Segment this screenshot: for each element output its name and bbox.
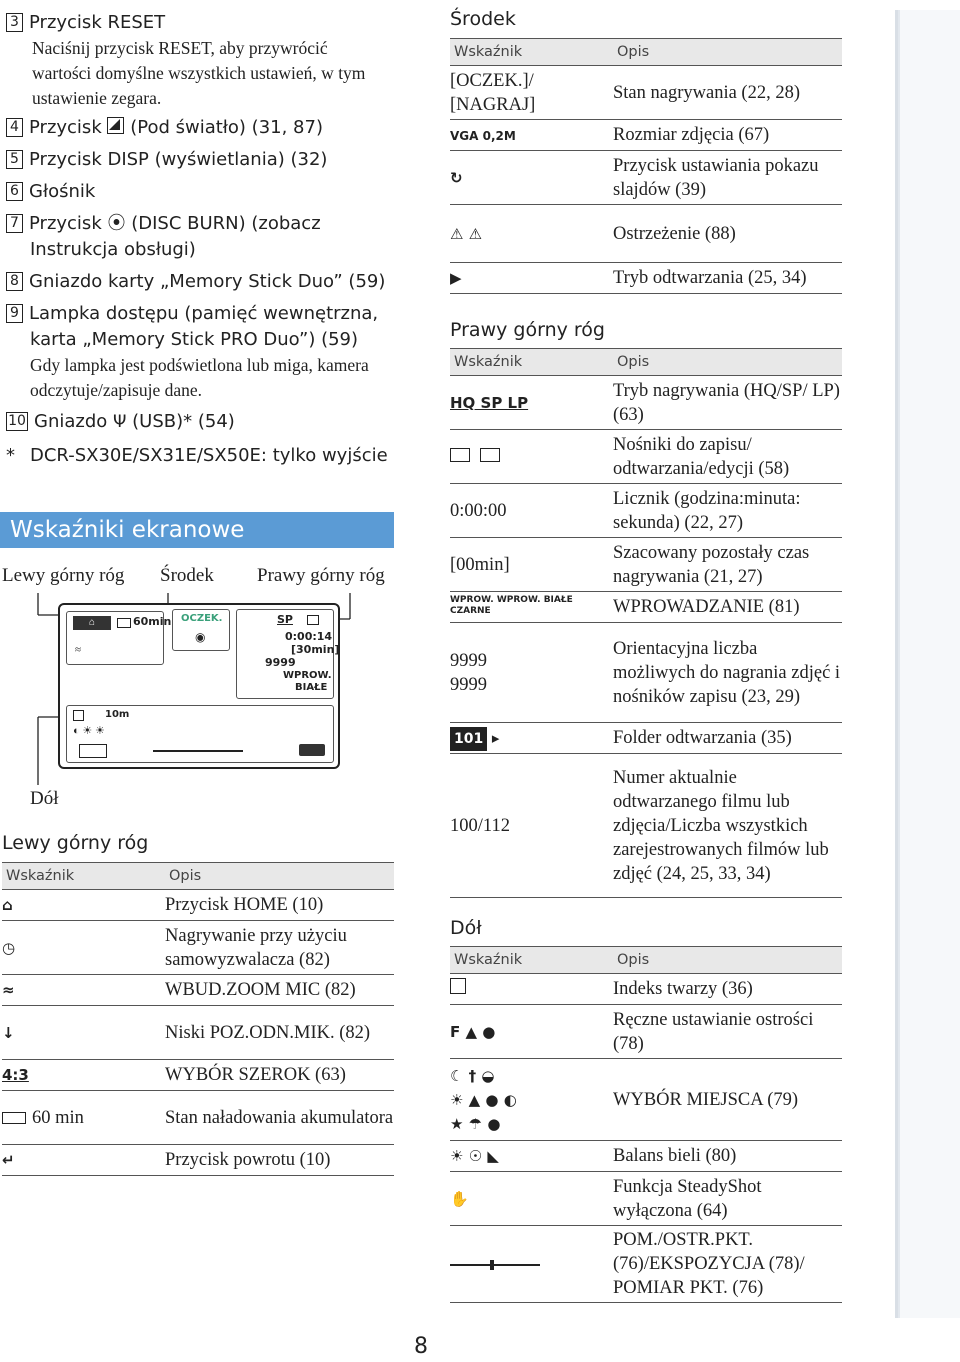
backlight-icon: [107, 117, 124, 134]
screen-bottom-box: 10m ◐ ☀ ☀: [66, 705, 334, 763]
play-button-icon: [79, 744, 107, 758]
list-item: 4 Przycisk (Pod światło) (31, 87): [6, 115, 396, 141]
table-row: HQ SP LP Tryb nagrywania (HQ/SP/ LP) (63): [450, 376, 842, 430]
warning-icon: ⚠ ⚠: [450, 224, 483, 243]
right-top-table: [450, 348, 842, 898]
self-timer-icon: ◷: [2, 938, 16, 957]
photo-count-icon: 9999 9999: [450, 650, 487, 695]
usb-icon: Ψ: [113, 412, 127, 432]
section-title: Wskaźniki ekranowe: [0, 512, 394, 548]
table-row: ↵ Przycisk powrotu (10): [2, 1145, 394, 1176]
center-title: Środek: [450, 8, 516, 30]
screen-left-box: ⌂ 60min ≈: [66, 611, 164, 665]
table-row: ☀ ☉ ◣ Balans bieli (80): [450, 1141, 842, 1172]
list-item: 7 Przycisk ⦿ (DISC BURN) (zobacz: [6, 211, 396, 237]
table-row: ◷ Nagrywanie przy użyciu samowyzwalacza (82): [2, 921, 394, 975]
right-top-title: Prawy górny róg: [450, 319, 605, 341]
page-number: 8: [414, 1334, 428, 1359]
table-row: ⚠ ⚠ Ostrzeżenie (88): [450, 205, 842, 263]
home-icon: ⌂: [2, 896, 13, 914]
side-tab-divider: [898, 10, 954, 1318]
aspect-icon: 4:3: [2, 1066, 29, 1084]
table-row: Nośniki do zapisu/ odtwarzania/edycji (58): [450, 430, 842, 484]
battery-icon: [2, 1112, 26, 1124]
table-row: WPROW. WPROW. BIAŁE CZARNE WPROWADZANIE (81): [450, 592, 842, 623]
manual-focus-icon: F ▲ ●: [450, 1022, 496, 1041]
list-item: 8 Gniazdo karty „Memory Stick Duo” (59): [6, 269, 396, 295]
table-row: [00min] Szacowany pozostały czas nagrywania (21, 27): [450, 538, 842, 592]
white-balance-icon: WPROW. WPROW. BIAŁE CZARNE: [450, 594, 573, 616]
screen-diagram: [58, 603, 340, 769]
bottom-table: [450, 946, 842, 1303]
table-row: ☾ † ◒ ☀ ▲ ● ◐ ★ ☂ ● WYBÓR MIEJSCA (79): [450, 1059, 842, 1141]
center-table: [450, 38, 842, 294]
list-item-desc: Gdy lampka jest podświetlona lub miga, kamera odczytuje/zapisuje dane.: [30, 355, 369, 400]
table-row: 101 ▸ Folder odtwarzania (35): [450, 723, 842, 754]
table-row: [OCZEK.]/ [NAGRAJ] Stan nagrywania (22, 28): [450, 66, 842, 120]
face-index-icon: [450, 978, 466, 994]
list-item-desc: Naciśnij przycisk RESET, aby przywrócić wartości domyślne wszystkich ustawień, w tym ustawienie zegara.: [32, 38, 366, 108]
left-top-table: [2, 862, 394, 1176]
list-item: 9 Lampka dostępu (pamięć wewnętrzna,: [6, 301, 396, 327]
folder-icon: 101: [450, 727, 487, 751]
list-item: 5 Przycisk DISP (wyświetlania) (32): [6, 147, 396, 173]
slideshow-icon: ◉: [195, 630, 206, 644]
steadyshot-icon: ✋: [450, 1189, 469, 1208]
table-row: POM./OSTR.PKT. (76)/EKSPOZYCJA (78)/ POMIAR PKT. (76): [450, 1226, 842, 1303]
diagram-label-bottom: Dół: [30, 788, 59, 809]
left-top-title: Lewy górny róg: [2, 832, 149, 854]
table-row: VGA 0,2M Rozmiar zdjęcia (67): [450, 120, 842, 151]
slideshow-icon: ↻: [450, 168, 463, 187]
image-size-icon: VGA 0,2M: [450, 128, 516, 143]
table-row: Indeks twarzy (36): [450, 974, 842, 1005]
bottom-title: Dół: [450, 917, 482, 939]
battery-icon: [117, 618, 131, 628]
diagram-label-center: Środek: [160, 565, 214, 586]
table-row: 4:3 WYBÓR SZEROK (63): [2, 1060, 394, 1091]
play-mode-icon: ▶: [450, 269, 462, 287]
table-row: ↓ Niski POZ.ODN.MIK. (82): [2, 1006, 394, 1060]
table-row: ▶ Tryb odtwarzania (25, 34): [450, 263, 842, 294]
table-header: Wskaźnik Opis: [450, 947, 842, 974]
option-button-icon: [299, 744, 325, 756]
table-row: ✋ Funkcja SteadyShot wyłączona (64): [450, 1172, 842, 1226]
media-icon: [450, 448, 470, 462]
return-icon: ↵: [2, 1151, 15, 1169]
diagram-label-left: Lewy górny róg: [2, 565, 125, 586]
face-index-icon: [73, 710, 84, 721]
disc-burn-icon: ⦿: [107, 213, 126, 234]
left-list: 3 Przycisk RESET Naciśnij przycisk RESET, aby przywrócić wartości domyślne wszystkich ustawień, w tym ustawienie zegara. 4 Przycisk (Pod światło) (31, 87) 5 Przycisk DISP (wyświetlania) (32) 6 Głośnik 7 Przycisk ⦿ (DISC BURN) (zobacz Instrukcja obsługi) 8 Gniazdo karty „Memory Stick Duo” (59) 9 Lampka dostępu (pamięć wewnętrzna, karta „Memory Stick PRO Duo”) (59) Gdy lampka jest podświetlona lub miga, kamera odczytuje/zapisuje dane. 10 Gniazdo Ψ (USB)* (54) * DCR-SX30E/SX31E/SX50E: tylko wyjście: [6, 10, 396, 469]
media-icon: [307, 615, 319, 625]
table-row: ↻ Przycisk ustawiania pokazu slajdów (39): [450, 151, 842, 205]
table-row: ⌂ Przycisk HOME (10): [2, 890, 394, 921]
home-icon: ⌂: [73, 616, 111, 630]
table-row: 100/112 Numer aktualnie odtwarzanego filmu lub zdjęcia/Liczba wszystkich zarejestrowanych filmów lub zdjęć (24, 25, 33, 34): [450, 754, 842, 898]
table-row: 60 min Stan naładowania akumulatora: [2, 1091, 394, 1145]
scene-icon: ☾ † ◒ ☀ ▲ ● ◐ ★ ☂ ●: [450, 1066, 517, 1133]
table-header: Wskaźnik Opis: [450, 39, 842, 66]
mic-level-icon: ↓: [2, 1023, 15, 1042]
diagram-label-right: Prawy górny róg: [257, 565, 385, 586]
exposure-bar-icon: [153, 750, 243, 752]
screen-center-box: OCZEK. ◉: [172, 609, 230, 651]
screen-right-box: SP 0:00:14 [30min] 9999 WPROW. BIAŁE: [236, 609, 334, 699]
table-row: 9999 9999 Orientacyjna liczba możliwych do nagrania zdjęć i nośników zapisu (23, 29): [450, 623, 842, 723]
table-row: 0:00:00 Licznik (godzina:minuta: sekunda) (22, 27): [450, 484, 842, 538]
table-row: ≈ WBUD.ZOOM MIC (82): [2, 975, 394, 1006]
exposure-bar-icon: [450, 1264, 540, 1266]
zoom-mic-icon: ≈: [2, 981, 15, 999]
zoom-mic-icon: ≈: [75, 644, 82, 656]
list-item: 10 Gniazdo Ψ (USB)* (54): [6, 409, 396, 435]
table-header: Wskaźnik Opis: [2, 863, 394, 890]
scene-icon: ◐ ☀ ☀: [73, 725, 105, 737]
list-item: 3 Przycisk RESET: [6, 10, 396, 36]
list-item: 6 Głośnik: [6, 179, 396, 205]
footnote: * DCR-SX30E/SX31E/SX50E: tylko wyjście: [6, 445, 388, 466]
table-header: Wskaźnik Opis: [450, 349, 842, 376]
rec-mode-icon: HQ SP LP: [450, 393, 529, 412]
table-row: F ▲ ● Ręczne ustawianie ostrości (78): [450, 1005, 842, 1059]
wb-icon: ☀ ☉ ◣: [450, 1147, 499, 1165]
